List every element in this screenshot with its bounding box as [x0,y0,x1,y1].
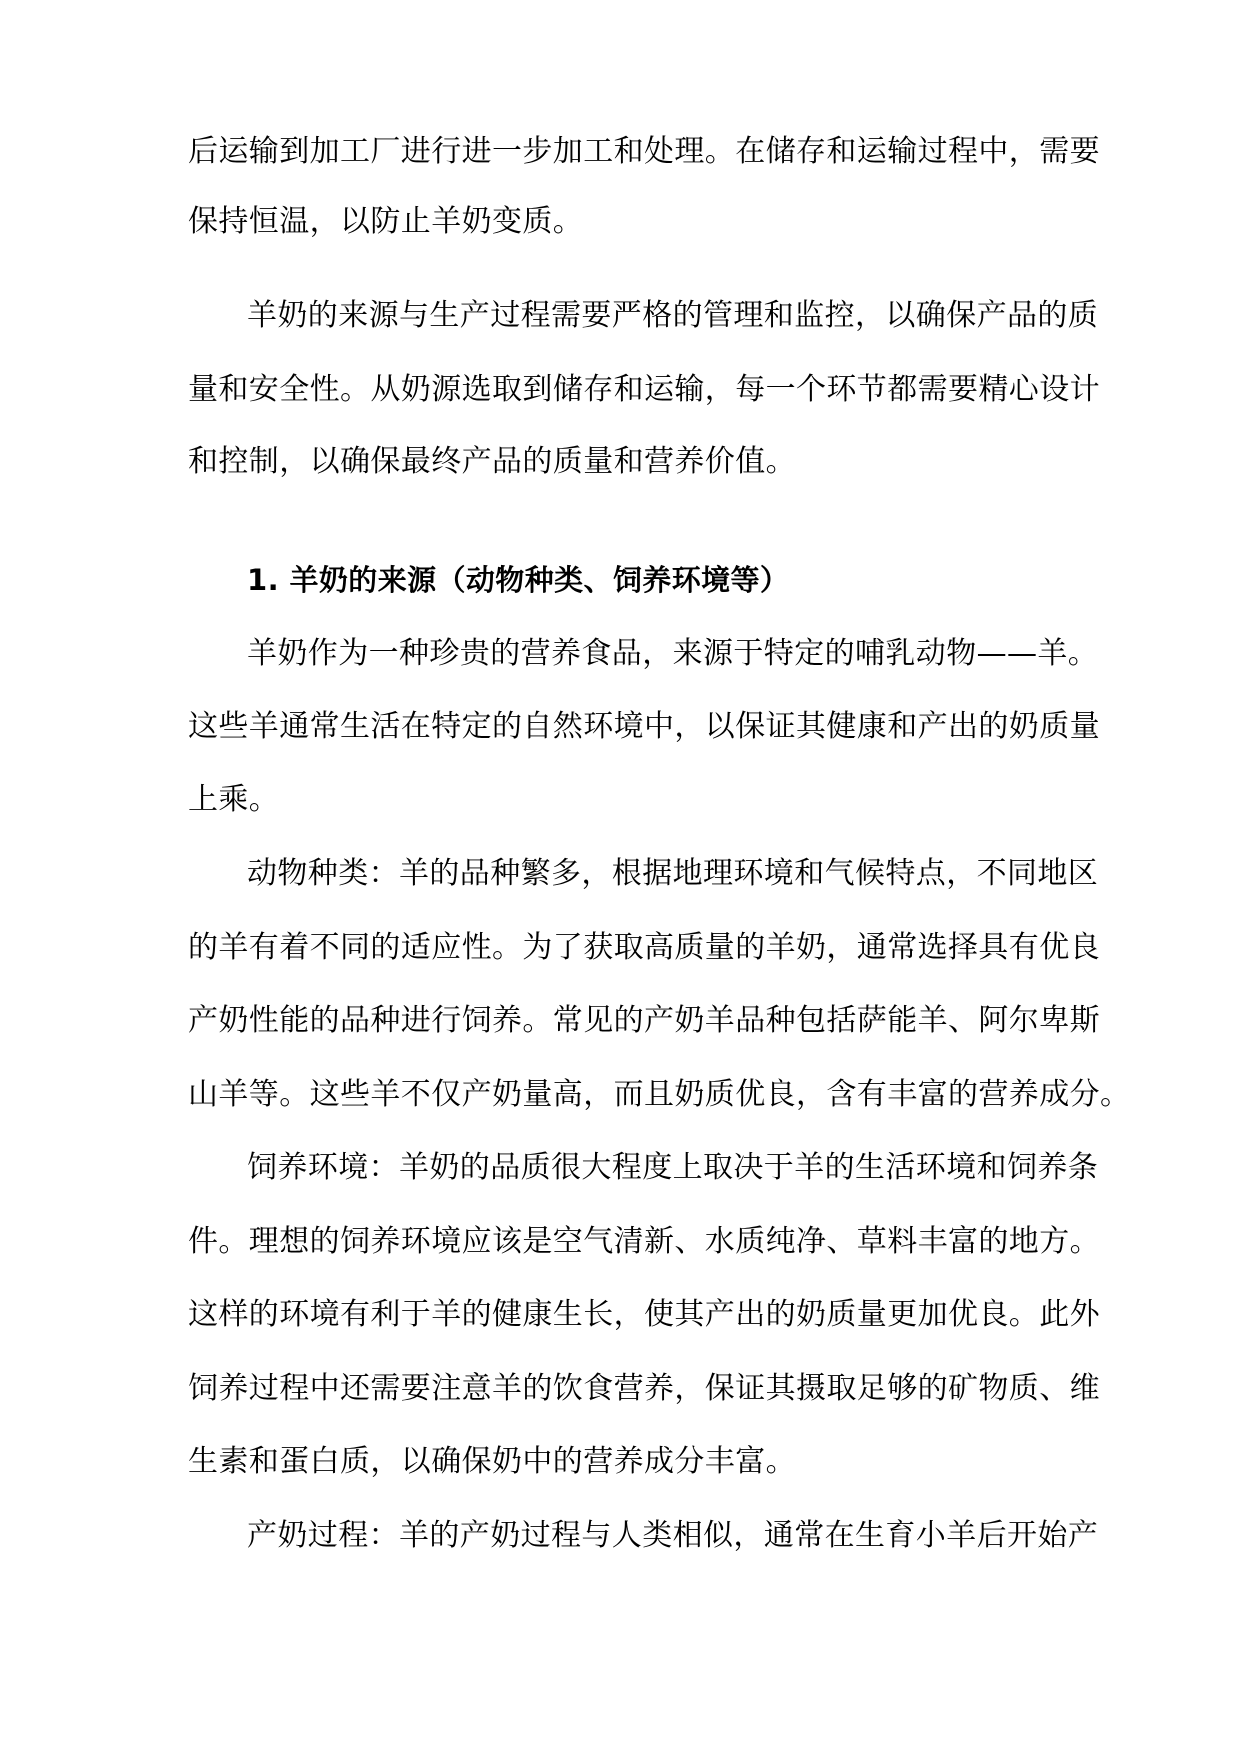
text-line: 羊奶作为一种珍贵的营养食品，来源于特定的哺乳动物——羊。 [247,636,1099,671]
text-line: 的羊有着不同的适应性。为了获取高质量的羊奶，通常选择具有优良 [188,930,1100,965]
text-line: 这样的环境有利于羊的健康生长，使其产出的奶质量更加优良。此外 [188,1297,1100,1332]
text-line: 产奶过程：羊的产奶过程与人类相似，通常在生育小羊后开始产 [247,1518,1099,1553]
text-line: 产奶性能的品种进行饲养。常见的产奶羊品种包括萨能羊、阿尔卑斯 [188,1003,1100,1038]
text-line: 保持恒温，以防止羊奶变质。 [188,204,584,239]
text-line: 件。理想的饲养环境应该是空气清新、水质纯净、草料丰富的地方。 [188,1224,1100,1259]
text-line: 动物种类：羊的品种繁多，根据地理环境和气候特点，不同地区 [247,856,1099,891]
text-line: 和控制，以确保最终产品的质量和营养价值。 [188,444,796,479]
text-line: 饲养环境：羊奶的品质很大程度上取决于羊的生活环境和饲养条 [247,1150,1099,1185]
section-heading: 1. 羊奶的来源（动物种类、饲养环境等） [247,563,790,597]
text-line: 上乘。 [188,782,280,817]
text-line: 后运输到加工厂进行进一步加工和处理。在储存和运输过程中，需要 [188,134,1100,169]
text-line: 山羊等。这些羊不仅产奶量高，而且奶质优良，含有丰富的营养成分。 [188,1077,1131,1112]
text-line: 量和安全性。从奶源选取到储存和运输，每一个环节都需要精心设计 [188,372,1100,407]
text-line: 这些羊通常生活在特定的自然环境中，以保证其健康和产出的奶质量 [188,709,1100,744]
text-line: 饲养过程中还需要注意羊的饮食营养，保证其摄取足够的矿物质、维 [188,1371,1100,1406]
text-line: 羊奶的来源与生产过程需要严格的管理和监控，以确保产品的质 [247,298,1099,333]
text-line: 生素和蛋白质，以确保奶中的营养成分丰富。 [188,1444,796,1479]
